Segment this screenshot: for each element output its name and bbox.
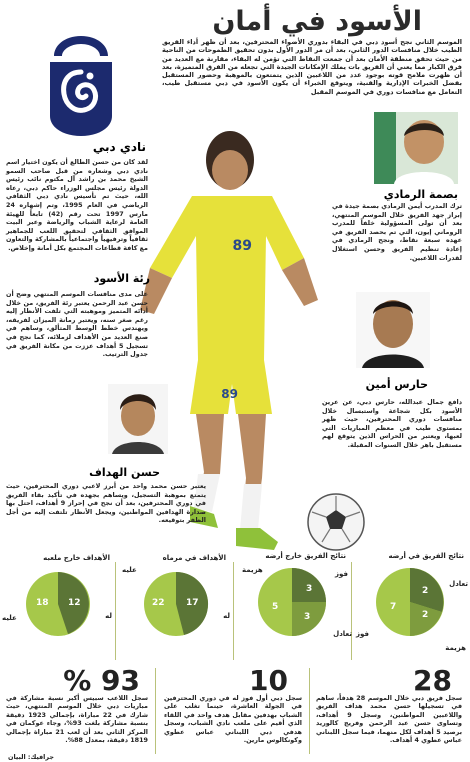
home-draw-label: تعادل xyxy=(449,580,468,588)
first-win-text: سجل دبي أول فوز له في دوري المحترفين في الجولة العاشرة، حينما تغلب على الشباب بهدفين مقابل هدف واحد في اللقاء الذي أقيم على ملعب نادي الشباب، وسجل هدفي دبي اللبناني عباس عطوي وكونكالوس مارين. xyxy=(164,694,302,745)
away-results-title: نتائج الفريق خارج أرضه xyxy=(265,552,346,560)
away-goals-for-label: له xyxy=(105,612,112,620)
club-logo xyxy=(28,28,134,140)
stats-divider xyxy=(309,668,310,754)
midfield-heading: رئة الأسود xyxy=(93,272,150,285)
away-results-panel xyxy=(234,552,352,667)
stats-divider xyxy=(155,668,156,754)
home-goals-panel xyxy=(116,552,234,667)
page-title: الأسود في أمان xyxy=(212,6,422,37)
home-loss-count: 7 xyxy=(390,602,397,612)
coach-heading: بصمة الرمادي xyxy=(383,188,458,201)
home-draw-count: 2 xyxy=(422,586,429,596)
away-goals-against: 18 xyxy=(36,598,49,608)
midfield-text: على مدى منافسات الموسم المنتهي وضح أن حسن عبد الرحمن يعتبر رئة الفريق، من خلال أدائه المتميز وموهبته التي تلفت الأنظار إليه رغم صغر سنه، ويعتبر رمانة الميزان لفريقه، ويهندس خطط الوسط المتألق، وساهم في صنع العديد من الأهداف لزملائه، كما نجح في تسجيل 5 أهداف عززت من مكانة الفريق في جدول الترتيب. xyxy=(6,290,149,359)
first-win-round-number: 10 xyxy=(249,664,288,697)
bottom-stats xyxy=(0,664,470,762)
away-win-label: فوز xyxy=(334,570,348,578)
home-goals-for: 17 xyxy=(186,598,199,608)
club-text: لقد كان من حسن الطالع أن يكون اختيار اسم نادي دبي وشعاره من قبل صاحب السمو الشيخ محمد بن راشد آل مكتوم نائب رئيس الدولة رئيس مجلس الوزراء حاكم دبي، رعاه الله، حيث تم تأسيس نادي دبي الثقافي الرياضي في العام 1995، وتم إشهاره 24 مارس 1997 تحت رقم (42) تابعاً للهيئة العامة لرعاية الشباب والرياضة وعبر البيت الموافق الثقافي لتحقيق اللعب للجماهير ثقافياً وترفيهياً واجتماعياً بالمشاركة والتعاون مع كافة قطاعات المجتمع بكل أمانة وإخلاص. xyxy=(6,158,148,252)
participation-percent: % 93 xyxy=(63,664,140,697)
football-image xyxy=(306,492,366,552)
home-goals-title: الأهداف في مرماه xyxy=(162,554,226,562)
away-loss-label: هزيمة xyxy=(242,566,263,574)
goalkeeper-text: دافع جمال عبدالله، حارس دبي، عن عرين الأسود بكل شجاعة واستبسال خلال منافسات دوري المحترفين، حيث ظهر بمستوى طيب في معظم المباريات التي لعبها، ويعتبر من الحراس الذين يتوقع لهم مستقبل باهر خلال السنوات المقبلة. xyxy=(322,398,462,449)
away-goals-pie xyxy=(24,570,92,638)
home-results-panel xyxy=(352,552,470,667)
striker-heading: حسن الهداف xyxy=(89,466,160,479)
home-loss-label: هزيمة xyxy=(445,644,466,652)
goalkeeper-heading: حارس أمين xyxy=(365,378,428,391)
goals-total-number: 28 xyxy=(413,664,452,697)
away-goals-panel xyxy=(0,552,116,667)
coach-photo xyxy=(374,112,458,184)
goalkeeper-photo xyxy=(356,292,430,368)
goals-total-text: سجل فريق دبي خلال الموسم 28 هدفاً، ساهم في تسجيلها حسن محمد هداف الفريق واللاعبين المواطنين، وسجل 9 أهداف، وتساوى حسن عبد الرحمن وفريج كالوريد برصيد 5 أهداف لكل منهما، فيما سجل اللبناني عباس عطوي 4 أهداف. xyxy=(316,694,462,745)
away-win-count: 3 xyxy=(306,584,313,594)
home-results-pie xyxy=(374,566,446,638)
away-goals-title: الأهداف خارج ملعبه xyxy=(43,554,110,562)
away-draw-count: 3 xyxy=(304,612,311,622)
away-loss-count: 5 xyxy=(272,602,279,612)
home-win-label: فوز xyxy=(356,630,370,638)
club-heading: نادي دبي xyxy=(92,140,146,154)
away-goals-against-label: عليه xyxy=(2,614,17,622)
shorts-number: 89 xyxy=(221,387,238,401)
shirt-number: 89 xyxy=(232,238,252,254)
home-goals-against-label: عليه xyxy=(122,566,137,574)
home-results-title: نتائج الفريق في أرضه xyxy=(388,552,464,560)
coach-text: ترك المدرب أيمن الرمادي بصمة جيدة في إبراز جهد الفريق خلال الموسم المنتهي، بعد أن تولى المسؤولية خلفاً للمدرب الروماني إيون، التي تم بحصد الفريق في عهده سبعة نقاط، ونجح الرمادي في إعادة تنظيم الفريق وحسن استغلال لقدرات اللاعبين. xyxy=(332,202,462,262)
home-goals-for-label: له xyxy=(223,612,230,620)
intro-paragraph: الموسم الثاني نجح أسود دبي في البقاء بدوري الأضواء المحترفين، بعد أن ظهر أداء الفريق الطيب خلال منافسات الدور الثاني، بعد أن مر الدور الأول بدون تحقيق الطموحات من الناحية من حيث تحقق منطقة الأمان بعد أن جمعت النقاط التي تؤمن له البقاء، مقارنة مع العديد من فرق الكبار مما يعني أن الفريق بات يملك الإمكانات الجيدة التي تجعله من الفرق المتميزة، بعد أن ظهرت ملامح قوته بوجود عدد من اللاعبين الذين يتمتعون بالموهبة وحضور المستقبل بفضل الخبرات الإدارية والفنية، ويتوقع الخبراء أن يكون الأسود في دبي مستقبل طيب، التعامل مع منافسات دوري في الموسم المقبل xyxy=(162,38,462,96)
away-draw-label: تعادل xyxy=(333,630,352,638)
striker-text: يعتبر حسن محمد واحد من أبرز لاعبي دوري المحترفين، حيث يتمتع بموهبة التسجيل، ويساهم بجهده في تأكيد بقاء الفريق في دوري المحترفين، بعد أن نجح في إحراز 9 أهداف، احتل بها صدارة الهدافين المواطنين، ويجعل الأنظار تلتفت إليه من أجل الظفر بتوقيعه. xyxy=(6,482,206,525)
away-results-pie xyxy=(256,566,328,638)
home-win-count: 2 xyxy=(422,610,429,620)
participation-text: سجل اللاعب سبيس أكبر نسبة مشاركة في مباريات دبي خلال الموسم المنتهي، حيث شارك في 22 مباراة، بإجمالي 1923 دقيقة بنسبة مشاركة بلغت 93%، وجاء عوكمان في المركز الثاني بعد أن لعب 21 مباراة بإجمالي 1819 دقيقة، بمعدل 88%. xyxy=(6,694,148,745)
home-goals-against: 22 xyxy=(152,598,165,608)
stat-panels xyxy=(0,552,470,672)
away-goals-for: 12 xyxy=(68,598,81,608)
striker-photo xyxy=(108,384,168,454)
graphic-credit: جرافيك: البيان xyxy=(8,753,54,761)
